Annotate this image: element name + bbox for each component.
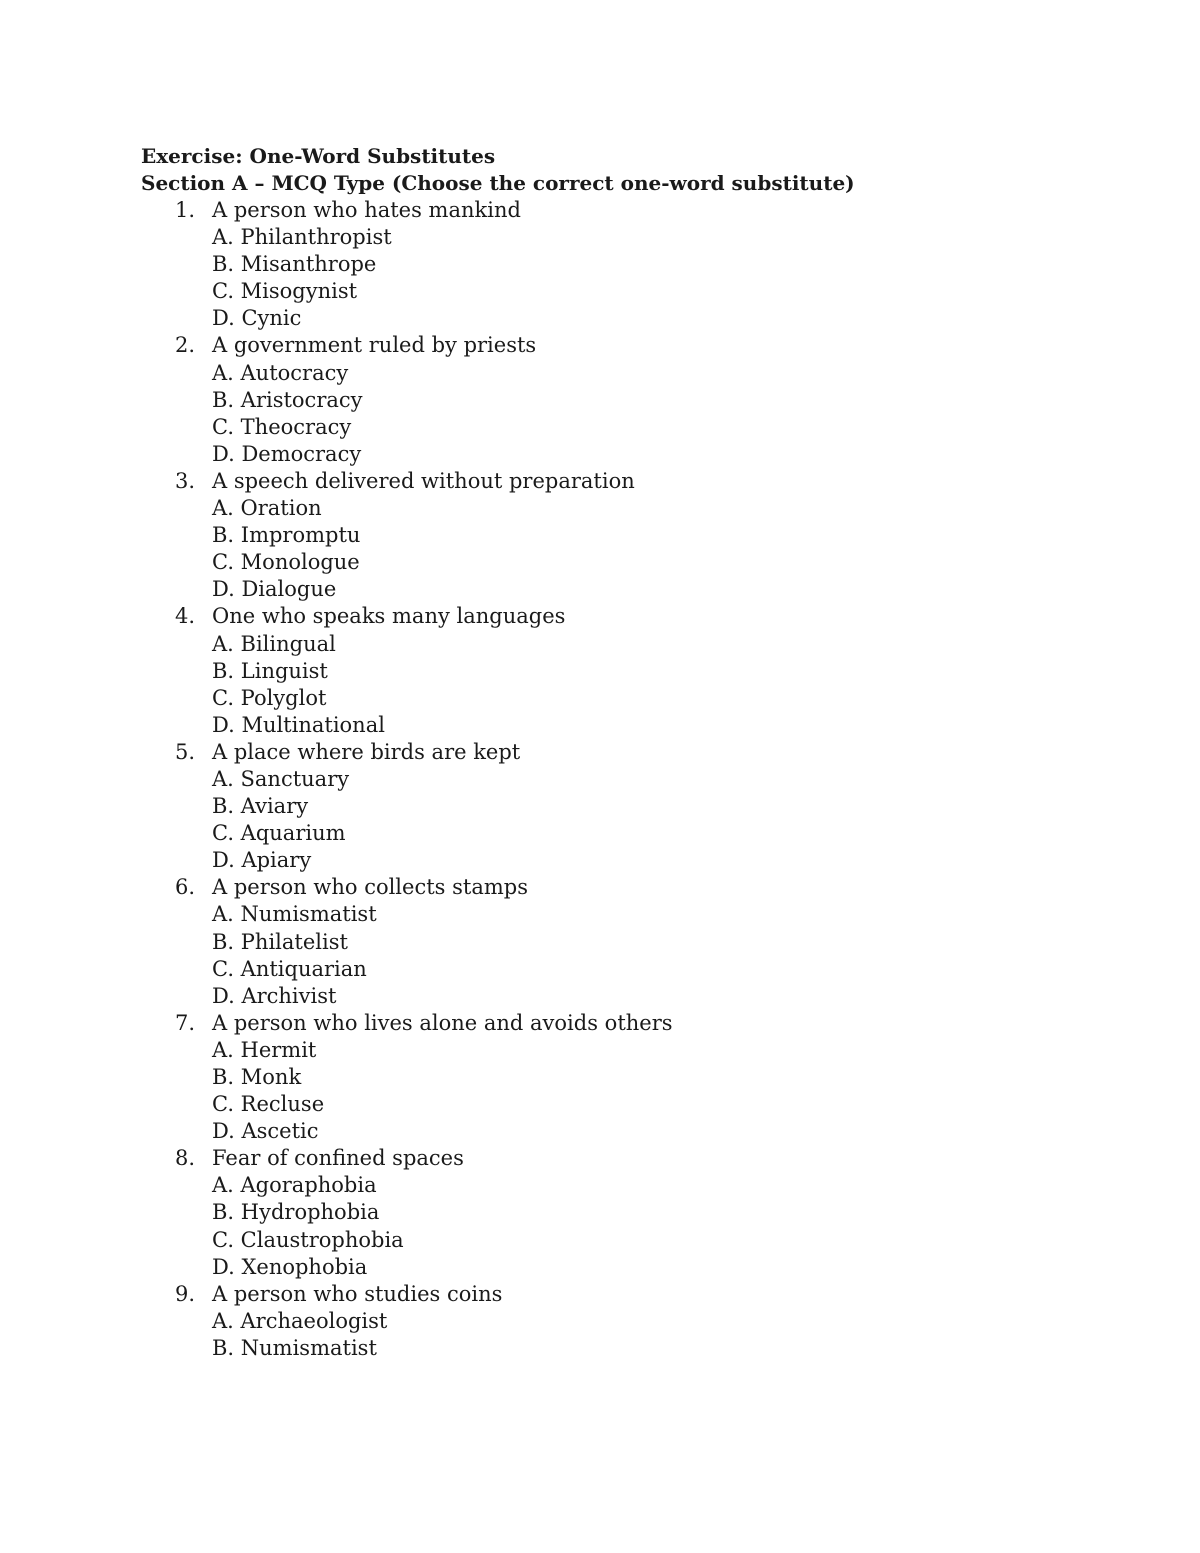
answer-option: D. Apiary [212, 848, 312, 873]
option-row [141, 441, 1141, 468]
question-item [141, 197, 1141, 332]
answer-option: B. Aviary [212, 794, 309, 819]
question-stem [141, 603, 1141, 630]
option-row [141, 685, 1141, 712]
question-number: 4. [175, 604, 196, 629]
answer-option: C. Antiquarian [212, 956, 367, 981]
option-row [141, 278, 1141, 305]
question-item [141, 332, 1141, 467]
answer-option: B. Aristocracy [212, 387, 363, 412]
option-row [141, 983, 1141, 1010]
question-text: Fear of confined spaces [212, 1146, 464, 1171]
option-row [141, 1037, 1141, 1064]
option-row [141, 847, 1141, 874]
answer-option: D. Cynic [212, 306, 302, 331]
answer-option: C. Theocracy [212, 414, 352, 439]
question-stem [141, 739, 1141, 766]
answer-option: C. Claustrophobia [212, 1227, 404, 1252]
answer-option: A. Hermit [212, 1037, 317, 1062]
answer-option: B. Linguist [212, 658, 328, 683]
answer-option: D. Xenophobia [212, 1254, 368, 1279]
question-item [141, 603, 1141, 738]
question-stem [141, 874, 1141, 901]
question-stem [141, 197, 1141, 224]
question-stem [141, 468, 1141, 495]
option-row [141, 631, 1141, 658]
option-row [141, 929, 1141, 956]
option-row [141, 1118, 1141, 1145]
answer-option: A. Sanctuary [212, 766, 350, 791]
answer-option: A. Numismatist [212, 902, 377, 927]
question-text: A place where birds are kept [212, 739, 521, 764]
answer-option: D. Multinational [212, 712, 385, 737]
answer-option: B. Hydrophobia [212, 1200, 380, 1225]
answer-option: D. Democracy [212, 441, 362, 466]
question-number: 8. [175, 1146, 196, 1171]
question-stem [141, 332, 1141, 359]
option-row [141, 1227, 1141, 1254]
option-row [141, 1308, 1141, 1335]
question-number: 9. [175, 1281, 196, 1306]
option-row [141, 549, 1141, 576]
option-row [141, 793, 1141, 820]
question-number: 5. [175, 739, 196, 764]
option-row [141, 1254, 1141, 1281]
question-number: 3. [175, 468, 196, 493]
question-item [141, 468, 1141, 603]
document-title: Exercise: One-Word Substitutes [141, 144, 496, 168]
answer-option: D. Archivist [212, 983, 337, 1008]
option-row [141, 522, 1141, 549]
option-row [141, 414, 1141, 441]
option-row [141, 1199, 1141, 1226]
question-text: A person who studies coins [212, 1281, 503, 1306]
question-number: 7. [175, 1010, 196, 1035]
question-text: A person who collects stamps [212, 875, 528, 900]
answer-option: B. Philatelist [212, 929, 348, 954]
option-row [141, 305, 1141, 332]
option-row [141, 712, 1141, 739]
answer-option: D. Dialogue [212, 577, 337, 602]
question-text: A government ruled by priests [212, 333, 537, 358]
option-row [141, 658, 1141, 685]
option-row [141, 1064, 1141, 1091]
option-row [141, 224, 1141, 251]
option-row [141, 1335, 1141, 1362]
answer-option: B. Numismatist [212, 1335, 377, 1360]
question-item [141, 874, 1141, 1009]
question-stem [141, 1145, 1141, 1172]
section-heading: Section A – MCQ Type (Choose the correct one-word substitute) [141, 171, 855, 195]
question-item [141, 1010, 1141, 1145]
question-item [141, 1145, 1141, 1280]
option-row [141, 901, 1141, 928]
question-item [141, 739, 1141, 874]
answer-option: A. Autocracy [212, 360, 349, 385]
option-row [141, 956, 1141, 983]
answer-option: C. Misogynist [212, 279, 358, 304]
option-row [141, 495, 1141, 522]
question-number: 1. [175, 198, 196, 222]
question-text: One who speaks many languages [212, 604, 566, 629]
question-stem [141, 1010, 1141, 1037]
answer-option: C. Monologue [212, 550, 360, 575]
answer-option: B. Monk [212, 1065, 302, 1089]
answer-option: C. Polyglot [212, 685, 327, 710]
question-number: 6. [175, 875, 196, 900]
answer-option: A. Archaeologist [212, 1308, 388, 1333]
option-row [141, 1091, 1141, 1118]
question-item [141, 1281, 1141, 1362]
answer-option: B. Impromptu [212, 523, 361, 548]
question-text: A speech delivered without preparation [212, 468, 635, 493]
option-row [141, 387, 1141, 414]
question-text: A person who lives alone and avoids others [212, 1010, 673, 1035]
question-stem [141, 1281, 1141, 1308]
option-row [141, 360, 1141, 387]
answer-option: D. Ascetic [212, 1119, 319, 1144]
answer-option: C. Aquarium [212, 821, 346, 846]
question-text: A person who hates mankind [212, 198, 521, 222]
option-row [141, 766, 1141, 793]
answer-option: A. Bilingual [212, 631, 336, 656]
answer-option: A. Agoraphobia [212, 1173, 377, 1198]
answer-option: A. Oration [212, 496, 322, 521]
option-row [141, 1172, 1141, 1199]
document-page [141, 143, 1141, 1362]
answer-option: B. Misanthrope [212, 252, 377, 277]
question-number: 2. [175, 333, 196, 358]
question-list [141, 197, 1141, 1362]
answer-option: A. Philanthropist [212, 225, 392, 250]
option-row [141, 251, 1141, 278]
option-row [141, 576, 1141, 603]
option-row [141, 820, 1141, 847]
answer-option: C. Recluse [212, 1092, 325, 1117]
